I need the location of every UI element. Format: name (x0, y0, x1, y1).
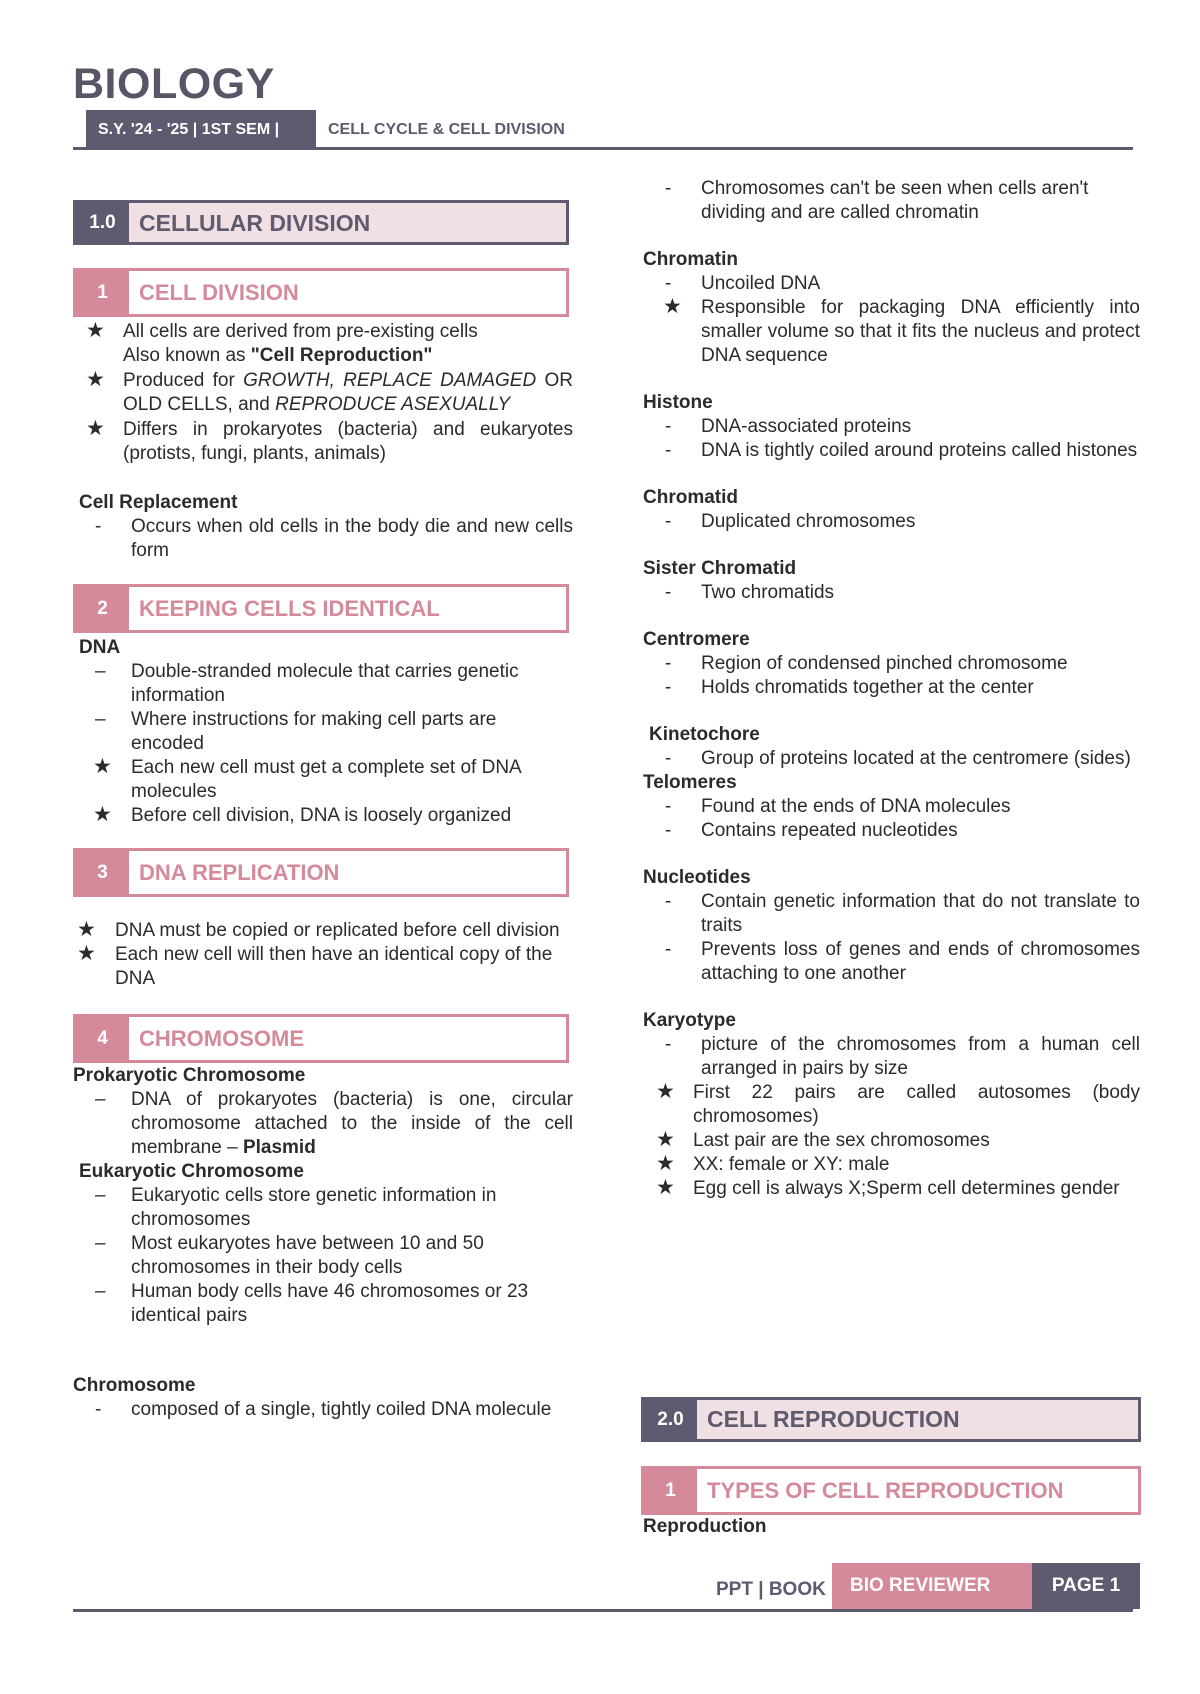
term-chromatin: Chromatin (643, 249, 738, 270)
list-item: - Uncoiled DNA (665, 273, 821, 294)
subsection-heading-types-of-cell-reproduction (641, 1466, 1141, 1515)
list-item: - Chromosomes can't be seen when cells aren't dividing and are called chromatin (665, 178, 1089, 223)
subsection-number: 4 (76, 1017, 129, 1060)
list-item: – Eukaryotic cells store genetic information in chromosomes (95, 1185, 497, 1230)
term-telomeres: Telomeres (643, 772, 737, 793)
list-item: – Human body cells have 46 chromosomes or 23 identical pairs (95, 1281, 529, 1326)
subsection-title: TYPES OF CELL REPRODUCTION (707, 1477, 1064, 1503)
list-item: - Group of proteins located at the centromere (sides) (665, 748, 1131, 769)
list-item: ★ Before cell division, DNA is loosely organized (93, 803, 512, 826)
list-item: ★ Responsible for packaging DNA efficiently into smaller volume so that it fits the nucleus and protect DNA sequence (663, 295, 1140, 366)
header-divider (73, 147, 1133, 150)
section-heading-cellular-division (73, 200, 569, 245)
star-bullet-icon: ★ (93, 755, 112, 778)
star-bullet-icon: ★ (77, 918, 96, 941)
nucleotides-list (643, 890, 1140, 986)
subsection-heading-keeping-cells-identical (73, 584, 569, 633)
star-bullet-icon: ★ (656, 1080, 675, 1103)
subsection-number: 1 (76, 271, 129, 314)
list-item: ★ Produced for GROWTH, REPLACE DAMAGED OR OLD CELLS, and REPRODUCE ASEXUALLY (86, 368, 573, 415)
topic-label: CELL CYCLE & CELL DIVISION (328, 121, 565, 138)
star-bullet-icon: ★ (86, 368, 105, 391)
subsection-title: CHROMOSOME (139, 1025, 304, 1051)
footer-label: BIO REVIEWER (832, 1563, 1032, 1609)
list-item: ★ Each new cell must get a complete set of DNA molecules (93, 755, 521, 802)
list-item: – Double-stranded molecule that carries genetic information (95, 661, 519, 706)
footer-divider (73, 1609, 1133, 1612)
kinetochore-list (643, 747, 1140, 771)
list-item: – Most eukaryotes have between 10 and 50 chromosomes in their body cells (95, 1233, 484, 1278)
dna-replication-list (73, 919, 573, 991)
cell-division-list (73, 320, 573, 466)
telomeres-list (643, 795, 1140, 843)
section-number: 1.0 (76, 203, 129, 242)
subsection-title: DNA REPLICATION (139, 859, 340, 885)
list-item: ★ Differs in prokaryotes (bacteria) and eukaryotes (protists, fungi, plants, animals) (86, 417, 573, 464)
term-chromatid: Chromatid (643, 487, 738, 508)
subsection-heading-chromosome (73, 1014, 569, 1063)
term-histone: Histone (643, 392, 713, 413)
eukaryotic-list (73, 1184, 573, 1328)
star-bullet-icon: ★ (656, 1128, 675, 1151)
list-item: - Region of condensed pinched chromosome (665, 653, 1068, 674)
sister-chromatid-list (643, 581, 1140, 605)
left-column (73, 200, 573, 1422)
subsection-title: CELL DIVISION (139, 279, 299, 305)
list-item: ★ XX: female or XY: male (656, 1152, 890, 1175)
list-item: – DNA of prokaryotes (bacteria) is one, circular chromosome attached to the inside of the cell membrane – Plasmid (95, 1089, 573, 1158)
list-item: - Contain genetic information that do not translate to traits (665, 891, 1140, 936)
list-item: - picture of the chromosomes from a human cell arranged in pairs by size (665, 1034, 1140, 1079)
chromosome-continued-list (643, 177, 1140, 225)
term-nucleotides: Nucleotides (643, 867, 751, 888)
list-item: - Holds chromatids together at the center (665, 677, 1034, 698)
term-chromosome: Chromosome (73, 1375, 196, 1396)
list-item: - Found at the ends of DNA molecules (665, 796, 1011, 817)
chromatin-list (643, 272, 1140, 368)
dna-list (73, 660, 573, 828)
section-number: 2.0 (644, 1400, 697, 1439)
page-number: PAGE 1 (1032, 1563, 1140, 1609)
list-item: - composed of a single, tightly coiled DNA molecule (95, 1399, 552, 1420)
star-bullet-icon: ★ (86, 417, 105, 440)
star-bullet-icon: ★ (93, 803, 112, 826)
list-item: ★ Last pair are the sex chromosomes (656, 1128, 990, 1151)
subsection-number: 3 (76, 851, 129, 894)
cell-replacement-list (73, 515, 573, 563)
subsection-number: 2 (76, 587, 129, 630)
list-item: - Contains repeated nucleotides (665, 820, 958, 841)
subsection-number: 1 (644, 1469, 697, 1512)
term-karyotype: Karyotype (643, 1010, 736, 1031)
list-item: – Where instructions for making cell parts are encoded (95, 709, 497, 754)
term-kinetochore: Kinetochore (649, 724, 760, 745)
list-item: ★ First 22 pairs are called autosomes (body chromosomes) (656, 1080, 1140, 1127)
prokaryotic-list (73, 1088, 573, 1160)
term-eukaryotic-chromosome: Eukaryotic Chromosome (79, 1161, 304, 1182)
star-bullet-icon: ★ (77, 942, 96, 965)
list-item: ★ DNA must be copied or replicated before cell division (77, 918, 560, 941)
star-bullet-icon: ★ (86, 319, 105, 342)
term-reproduction: Reproduction (643, 1516, 767, 1537)
star-bullet-icon: ★ (656, 1152, 675, 1175)
star-bullet-icon: ★ (656, 1176, 675, 1199)
list-item: - DNA-associated proteins (665, 416, 912, 437)
chromosome-list (73, 1398, 573, 1422)
list-item: - Occurs when old cells in the body die and new cells form (95, 516, 573, 561)
term-sister-chromatid: Sister Chromatid (643, 558, 797, 579)
section-title: CELL REPRODUCTION (707, 1406, 960, 1432)
section-heading-cell-reproduction (641, 1397, 1141, 1442)
list-item: ★ Egg cell is always X;Sperm cell determines gender (656, 1176, 1120, 1199)
list-item: - Prevents loss of genes and ends of chromosomes attaching to one another (665, 939, 1140, 984)
list-item: - Two chromatids (665, 582, 835, 603)
list-item: - DNA is tightly coiled around proteins called histones (665, 440, 1138, 461)
term-dna: DNA (79, 637, 121, 658)
footer-source: PPT | BOOK (716, 1579, 826, 1600)
right-column (643, 177, 1140, 1201)
karyotype-list (643, 1033, 1140, 1201)
section-title: CELLULAR DIVISION (139, 209, 371, 236)
subsection-heading-cell-division (73, 268, 569, 317)
subsection-title: KEEPING CELLS IDENTICAL (139, 595, 440, 621)
term-cell-replacement: Cell Replacement (79, 492, 238, 513)
centromere-list (643, 652, 1140, 700)
star-bullet-icon: ★ (663, 295, 682, 318)
chromatid-list (643, 510, 1140, 534)
subsection-heading-dna-replication (73, 848, 569, 897)
term-centromere: Centromere (643, 629, 750, 650)
list-item: - Duplicated chromosomes (665, 511, 916, 532)
semester-badge: S.Y. '24 - '25 | 1ST SEM | (86, 110, 316, 149)
page-title: BIOLOGY (73, 60, 275, 108)
histone-list (643, 415, 1140, 463)
list-item: ★ Each new cell will then have an identical copy of the DNA (77, 942, 553, 989)
list-item: ★ All cells are derived from pre-existing cells Also known as "Cell Reproduction" (86, 319, 478, 366)
term-prokaryotic-chromosome: Prokaryotic Chromosome (73, 1065, 306, 1086)
